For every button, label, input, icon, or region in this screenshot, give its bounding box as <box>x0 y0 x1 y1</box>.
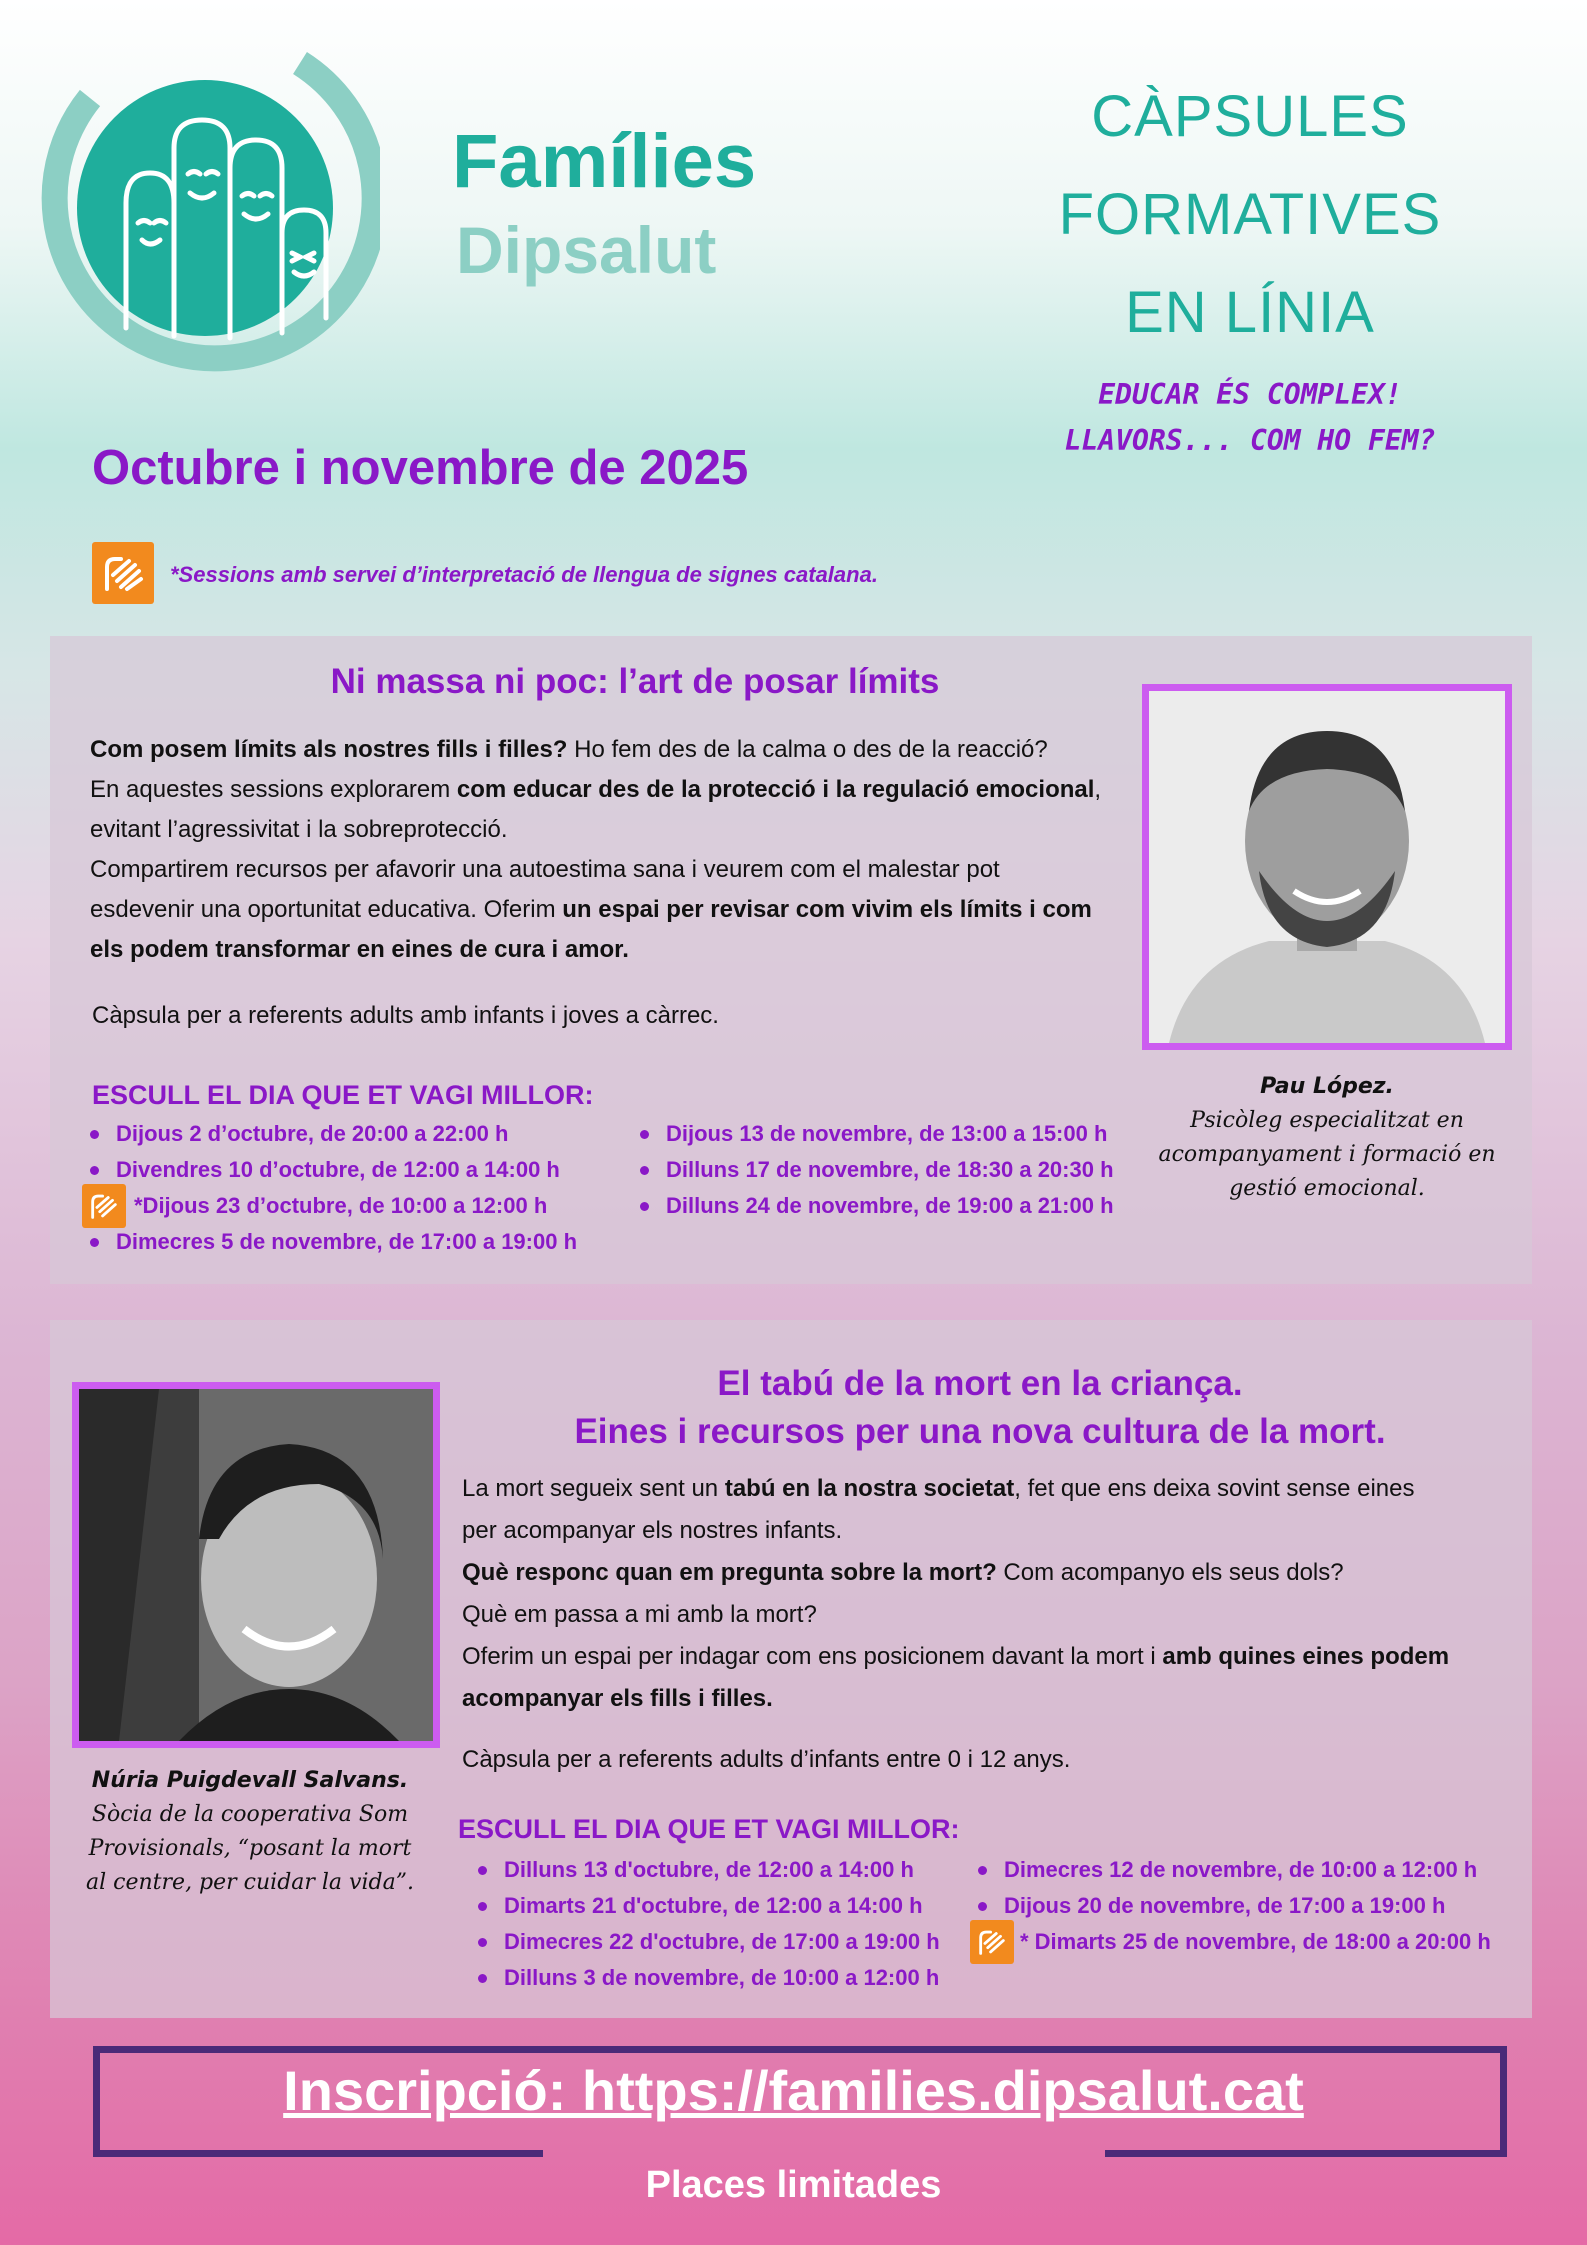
speaker-desc: Sòcia de la cooperativa Som <box>91 1802 409 1827</box>
limited-places: Places limitades <box>645 2164 942 2206</box>
text: Què em passa a mi amb la mort? <box>462 1601 817 1628</box>
session-title: Ni massa ni poc: l’art de posar límits <box>330 662 940 701</box>
audience-text: Càpsula per a referents adults d’infants entre 0 i 12 anys. <box>462 1746 1071 1773</box>
schedule-item: Dilluns 3 de novembre, de 10:00 a 12:00 h <box>470 1960 940 1996</box>
title-line: El tabú de la mort en la criança. <box>717 1364 1243 1403</box>
frame-line-right <box>1105 2150 1500 2157</box>
text: per acompanyar els nostres infants. <box>462 1517 843 1544</box>
slogan-line: LLAVORS... COM HO FEM? <box>1064 424 1436 457</box>
person-photo-icon <box>1142 684 1512 1050</box>
bold-text: tabú en la nostra societat <box>724 1475 1015 1502</box>
schedule-item: Dimecres 22 d'octubre, de 17:00 a 19:00 h <box>470 1924 940 1960</box>
text: Oferim un espai per indagar com ens posicionem davant la mort i <box>462 1643 1163 1670</box>
bold-text: els podem transformar en eines de cura i amor. <box>90 936 629 963</box>
families-logo-icon <box>30 28 380 378</box>
sign-language-note: *Sessions amb servei d’interpretació de llengua de signes catalana. <box>170 562 878 587</box>
speaker-desc: gestió emocional. <box>1229 1176 1425 1201</box>
schedule-item: Dilluns 17 de novembre, de 18:30 a 20:30 h <box>632 1152 1114 1188</box>
text: Compartirem recursos per afavorir una autoestima sana i veurem com el malestar pot <box>90 856 1000 883</box>
schedule-item: Divendres 10 d’octubre, de 12:00 a 14:00 h <box>82 1152 577 1188</box>
choose-day-heading: ESCULL EL DIA QUE ET VAGI MILLOR: <box>92 1080 594 1110</box>
speaker-desc: Psicòleg especialitzat en <box>1190 1108 1464 1133</box>
capsules-heading <box>1030 68 1470 362</box>
brand-subname: Dipsalut <box>456 213 717 287</box>
bold-text: un espai per revisar com vivim els límits i com <box>562 896 1092 923</box>
title-line: Eines i recursos per una nova cultura de la mort. <box>574 1412 1386 1451</box>
bold-text: amb quines eines podem <box>1162 1643 1450 1670</box>
session-description <box>90 730 1140 970</box>
sign-language-icon <box>970 1920 1014 1964</box>
session-title <box>460 1360 1500 1456</box>
capsules-line: CÀPSULES <box>1091 84 1409 149</box>
text: En aquestes sessions explorarem <box>90 776 457 803</box>
bold-text: Què responc quan em pregunta sobre la mort? <box>462 1559 997 1586</box>
text: esdevenir una oportunitat educativa. Oferim <box>90 896 563 923</box>
text: La mort segueix sent un <box>462 1475 725 1502</box>
speaker-caption <box>1142 1070 1512 1206</box>
schedule-item: * Dimarts 25 de novembre, de 18:00 a 20:00 h <box>970 1924 1491 1960</box>
choose-day-heading: ESCULL EL DIA QUE ET VAGI MILLOR: <box>458 1814 960 1844</box>
edition-dates: Octubre i novembre de 2025 <box>92 441 749 495</box>
slogan <box>1030 372 1470 464</box>
schedule-item: *Dijous 23 d’octubre, de 10:00 a 12:00 h <box>82 1188 577 1224</box>
person-photo-icon <box>72 1382 440 1748</box>
speaker-desc: acompanyament i formació en <box>1158 1142 1496 1167</box>
schedule-item: Dijous 2 d’octubre, de 20:00 a 22:00 h <box>82 1116 577 1152</box>
speaker-caption <box>60 1764 440 1900</box>
bold-text: acompanyar els fills i filles. <box>462 1685 773 1712</box>
schedule-item: Dilluns 13 d'octubre, de 12:00 a 14:00 h <box>470 1852 940 1888</box>
text: Ho fem des de la calma o des de la reacció? <box>567 736 1048 763</box>
speaker-desc: Provisionals, “posant la mort <box>88 1836 412 1861</box>
schedule-item: Dimarts 21 d'octubre, de 12:00 a 14:00 h <box>470 1888 940 1924</box>
signup-link[interactable]: Inscripció: https://families.dipsalut.cat <box>283 2059 1304 2122</box>
schedule-list-left <box>470 1852 940 1996</box>
schedule-list-left <box>82 1116 577 1260</box>
speaker-desc: al centre, per cuidar la vida”. <box>86 1870 414 1895</box>
speaker-name: Pau López. <box>1260 1074 1394 1099</box>
schedule-item: Dijous 13 de novembre, de 13:00 a 15:00 h <box>632 1116 1114 1152</box>
audience-text: Càpsula per a referents adults amb infants i joves a càrrec. <box>92 1002 719 1029</box>
text: , <box>1094 776 1102 803</box>
schedule-item: Dimecres 5 de novembre, de 17:00 a 19:00 h <box>82 1224 577 1260</box>
slogan-line: EDUCAR ÉS COMPLEX! <box>1098 378 1402 411</box>
schedule-list-right <box>632 1116 1114 1224</box>
schedule-item: Dijous 20 de novembre, de 17:00 a 19:00 h <box>970 1888 1491 1924</box>
schedule-list-right <box>970 1852 1491 1960</box>
speaker-name: Núria Puigdevall Salvans. <box>91 1768 409 1793</box>
bold-text: Com posem límits als nostres fills i filles? <box>90 736 568 763</box>
bold-text: com educar des de la protecció i la regulació emocional <box>456 776 1095 803</box>
sign-language-icon <box>92 542 154 604</box>
text: evitant l’agressivitat i la sobreprotecció. <box>90 816 508 843</box>
text: Com acompanyo els seus dols? <box>996 1559 1344 1586</box>
frame-line-left <box>93 2150 543 2157</box>
schedule-item: Dilluns 24 de novembre, de 19:00 a 21:00 h <box>632 1188 1114 1224</box>
session-description <box>462 1468 1502 1720</box>
text: , fet que ens deixa sovint sense eines <box>1014 1475 1415 1502</box>
schedule-item: Dimecres 12 de novembre, de 10:00 a 12:00 h <box>970 1852 1491 1888</box>
brand-name: Famílies <box>452 119 757 204</box>
capsules-line: FORMATIVES <box>1058 182 1442 247</box>
sign-language-icon <box>82 1184 126 1228</box>
capsules-line: EN LÍNIA <box>1125 280 1375 345</box>
